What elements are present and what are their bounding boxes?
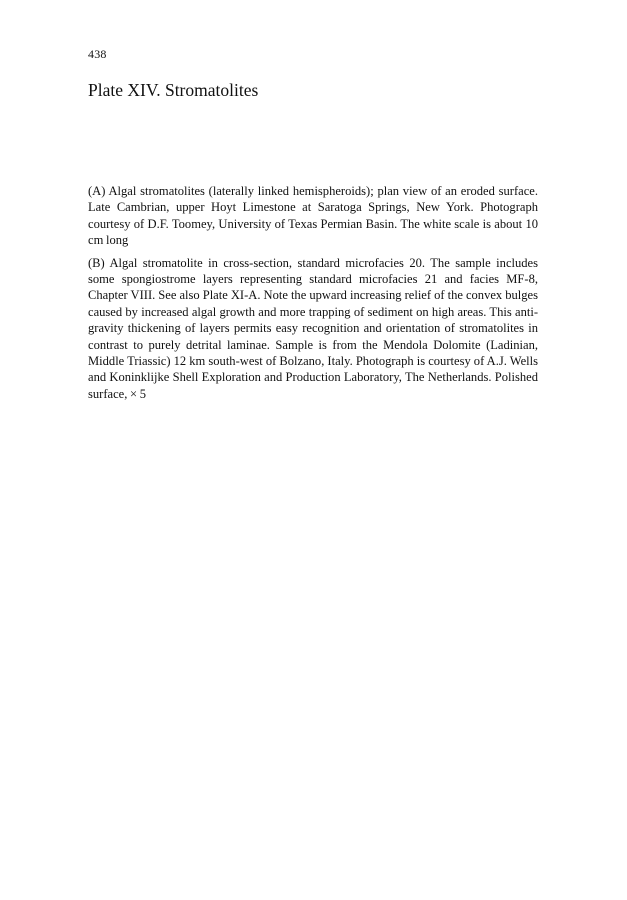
plate-captions <box>88 183 538 408</box>
caption-b: (B) Algal stromatolite in cross-section, standard microfacies 20. The sample includes some spongiostrome layers representing standard microfacies 21 and facies MF-8, Chapter VIII. See also Plate XI-A. Note the upward increasing relief of the convex bulges caused by increased algal growth and more trapping of sediment on high areas. This anti-gravity thickening of layers permits easy recognition and orientation of stromatolites in contrast to purely detrital laminae. Sample is from the Mendola Dolomite (Ladinian, Middle Triassic) 12 km south-west of Bolzano, Italy. Photograph is courtesy of A.J. Wells and Koninklijke Shell Exploration and Production Laboratory, The Netherlands. Polished surface, × 5 <box>88 255 538 401</box>
plate-title: Plate XIV. Stromatolites <box>88 80 259 100</box>
caption-a: (A) Algal stromatolites (laterally linked hemispheroids); plan view of an eroded surface. Late Cambrian, upper Hoyt Limestone at Saratoga Springs, New York. Photograph courtesy of D.F. Toomey, University of Texas Permian Basin. The white scale is about 10 cm long <box>88 184 538 248</box>
page-number: 438 <box>88 47 107 61</box>
